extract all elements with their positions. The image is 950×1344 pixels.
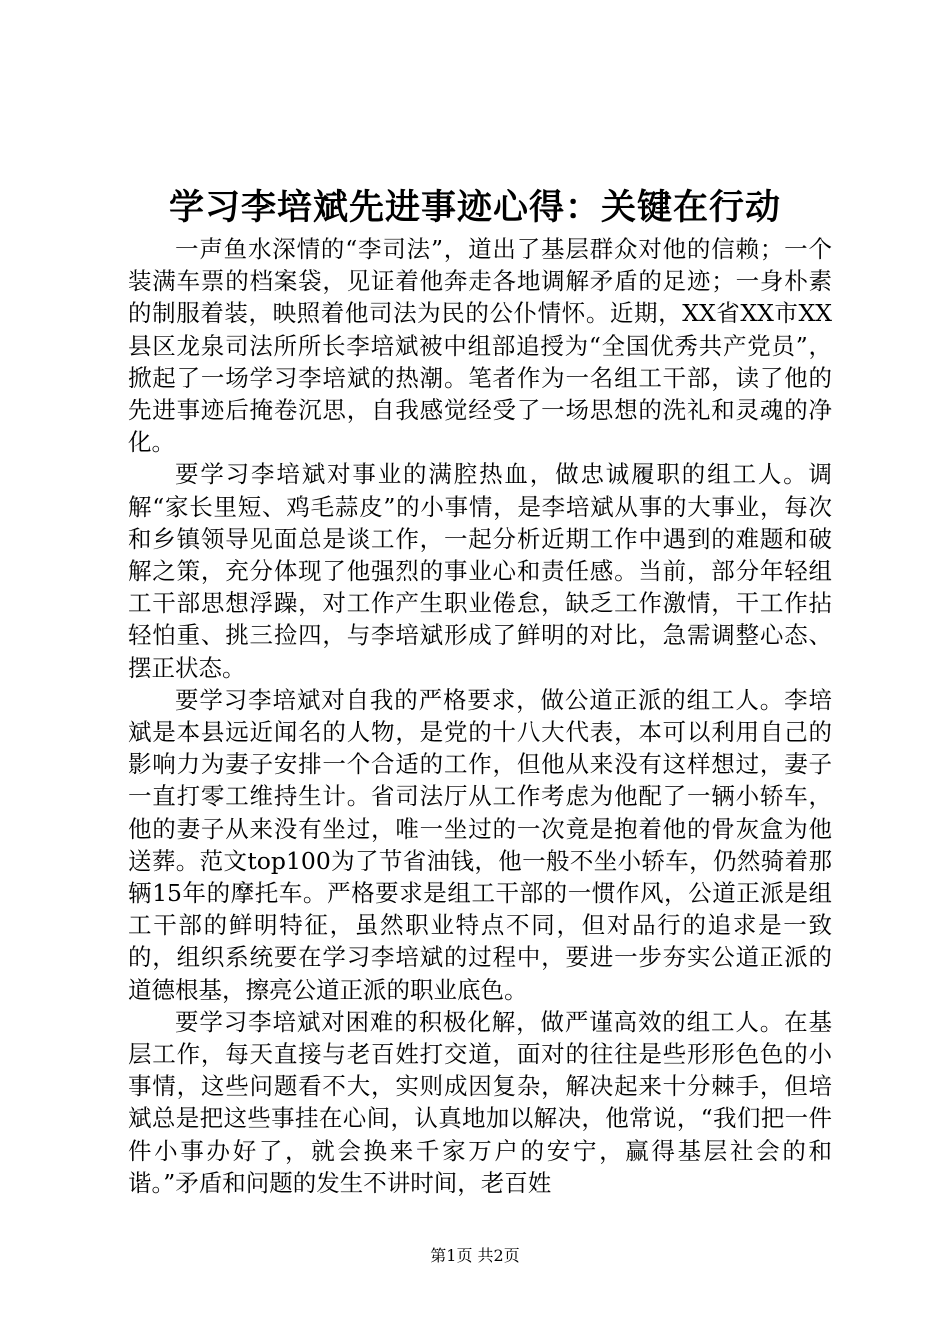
paragraph-4: 要学习李培斌对困难的积极化解，做严谨高效的组工人。在基层工作，每天直接与老百姓打交道，面对的往往是些形形色色的小事情，这些问题看不大，实则成因复杂，解决起来十分棘手，但培斌总是把这些事挂在心间，认真地加以解决，他常说，“我们把一件件小事办好了，就会换来千家万户的安宁，赢得基层社会的和谐。”矛盾和问题的发生不讲时间，老百姓	[128, 1007, 832, 1197]
page-number-footer: 第1页 共2页	[430, 1246, 520, 1265]
paragraph-1: 一声鱼水深情的“李司法”，道出了基层群众对他的信赖；一个装满车票的档案袋，见证着他奔走各地调解矛盾的足迹；一身朴素的制服着装，映照着他司法为民的公仆情怀。近期，XX省XX市XX县区龙泉司法所所长李培斌被中组部追授为“全国优秀共产党员”，掀起了一场学习李培斌的热潮。笔者作为一名组工干部，读了他的先进事迹后掩卷沉思，自我感觉经受了一场思想的洗礼和灵魂的净化。	[128, 235, 832, 457]
document-title: 学习李培斌先进事迹心得：关键在行动	[168, 187, 781, 228]
paragraph-2: 要学习李培斌对事业的满腔热血，做忠诚履职的组工人。调解“家长里短、鸡毛蒜皮”的小事情，是李培斌从事的大事业，每次和乡镇领导见面总是谈工作，一起分析近期工作中遇到的难题和破解之策，充分体现了他强烈的事业心和责任感。当前，部分年轻组工干部思想浮躁，对工作产生职业倦怠，缺乏工作激情，干工作拈轻怕重、挑三捡四，与李培斌形成了鲜明的对比，急需调整心态、摆正状态。	[128, 460, 832, 682]
paragraph-3: 要学习李培斌对自我的严格要求，做公道正派的组工人。李培斌是本县远近闻名的人物，是党的十八大代表，本可以利用自己的影响力为妻子安排一个合适的工作，但他从来没有这样想过，妻子一直打零工维持生计。省司法厅从工作考虑为他配了一辆小轿车，他的妻子从来没有坐过，唯一坐过的一次竟是抱着他的骨灰盒为他送葬。范文top100为了节省油钱，他一般不坐小轿车，仍然骑着那辆15年的摩托车。严格要求是组工干部的一惯作风，公道正派是组工干部的鲜明特征，虽然职业特点不同，但对品行的追求是一致的，组织系统要在学习李培斌的过程中，要进一步夯实公道正派的道德根基，擦亮公道正派的职业底色。	[128, 685, 832, 1004]
document-body	[128, 233, 832, 1199]
